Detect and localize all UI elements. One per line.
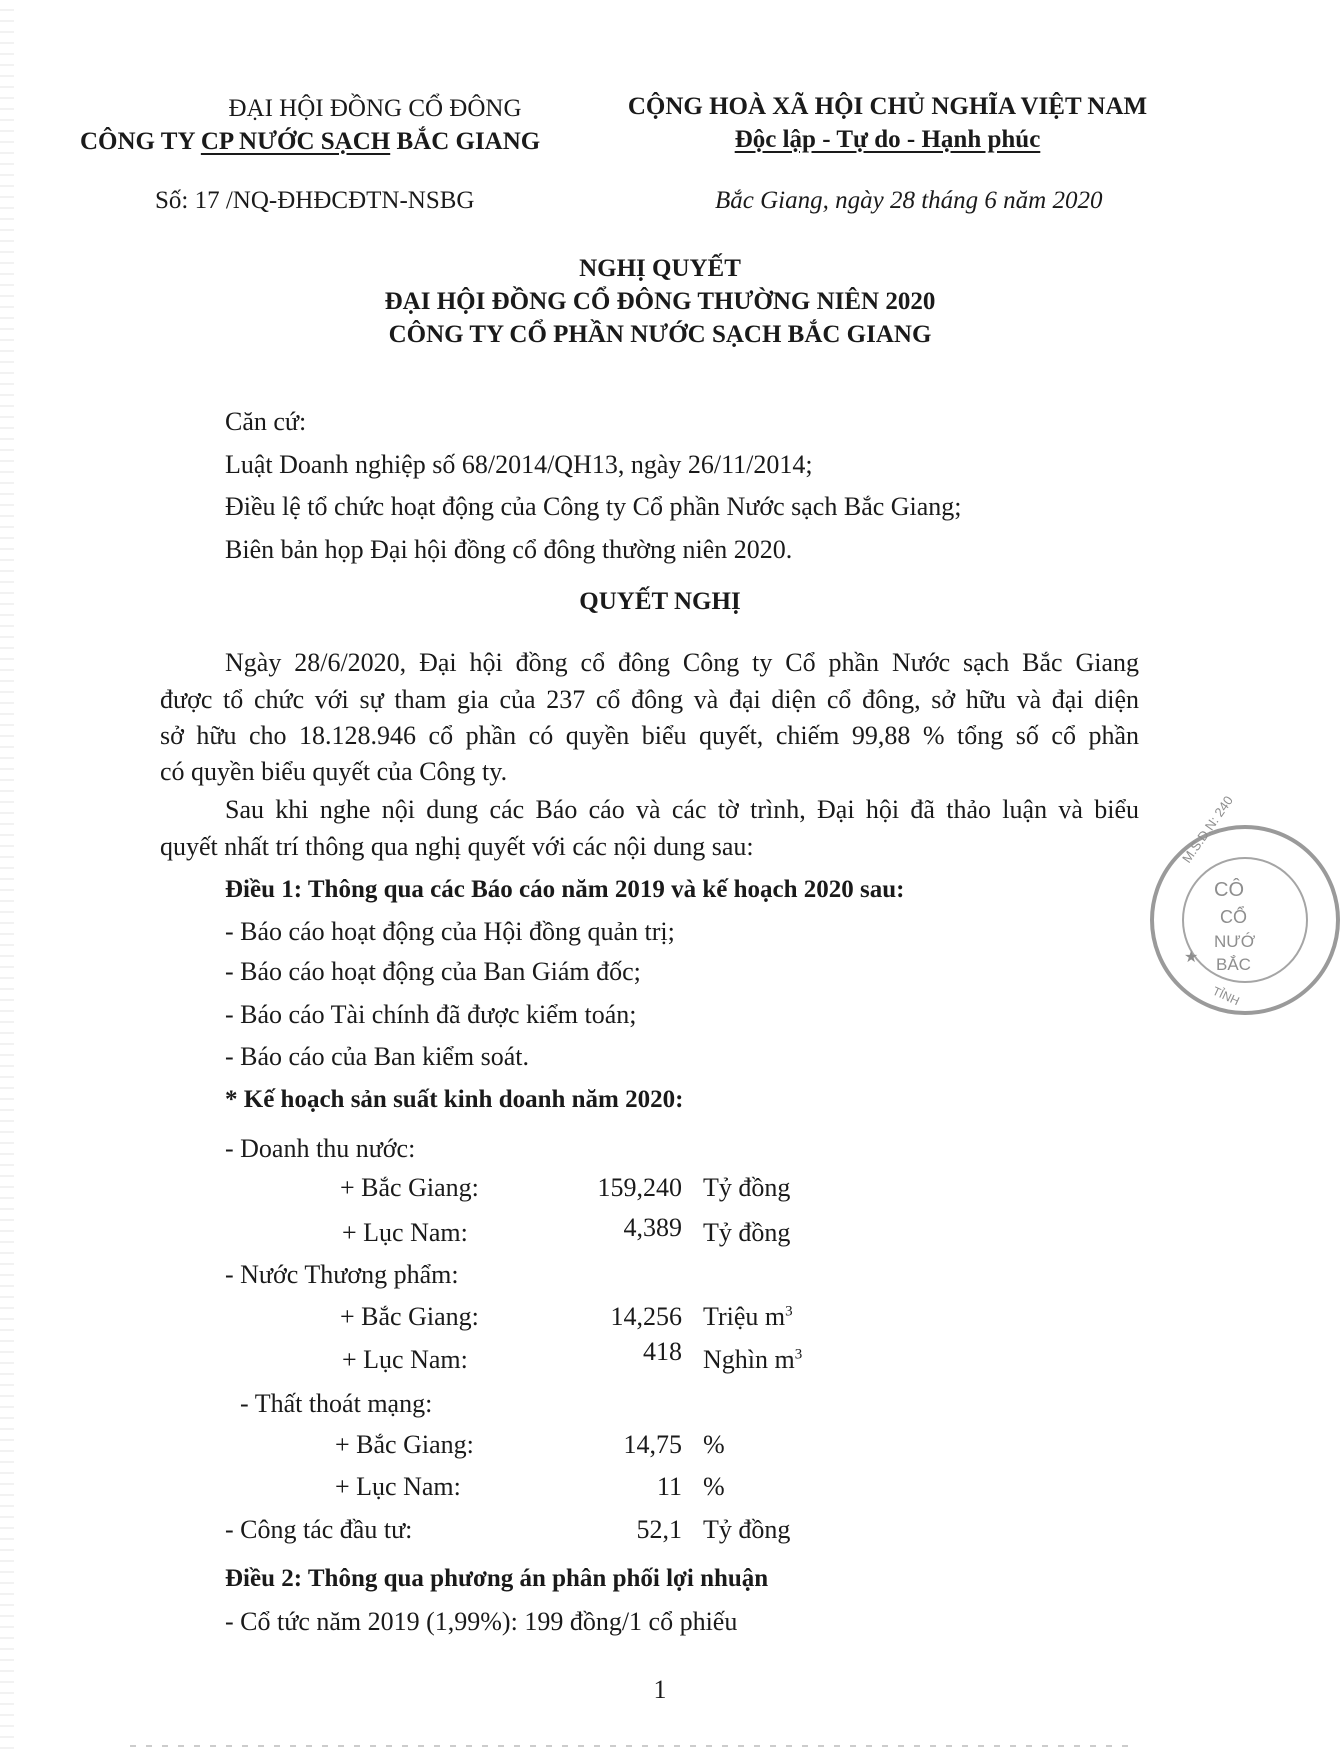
title-company: CÔNG TY CỔ PHẦN NƯỚC SẠCH BẮC GIANG: [388, 321, 932, 348]
plan-row-label: + Lục Nam:: [335, 1472, 461, 1501]
plan-row-value: 14,256: [610, 1302, 682, 1331]
header-assembly-name: ĐẠI HỘI ĐỒNG CỔ ĐÔNG: [228, 95, 522, 122]
plan-row-value: 52,1: [636, 1515, 682, 1544]
stamp-star-icon: ★: [1184, 949, 1199, 966]
plan-investment-label: - Công tác đầu tư:: [225, 1515, 413, 1544]
basis-label: Căn cứ:: [225, 407, 307, 436]
company-suffix: BẮC GIANG: [390, 128, 541, 155]
report-item: - Báo cáo hoạt động của Hội đồng quản trị;: [225, 917, 675, 946]
paragraph-line: Sau khi nghe nội dung các Báo cáo và các tờ trình, Đại hội đã thảo luận và biểu: [225, 795, 1139, 824]
resolution-heading: QUYẾT NGHỊ: [579, 588, 741, 615]
plan-row-unit: Tỷ đồng: [703, 1218, 791, 1247]
plan-row-label: + Bắc Giang:: [335, 1430, 474, 1459]
title-resolution: NGHỊ QUYẾT: [579, 255, 741, 282]
header-national-title: CỘNG HOÀ XÃ HỘI CHỦ NGHĨA VIỆT NAM: [627, 93, 1148, 120]
plan-row-label: + Lục Nam:: [342, 1218, 468, 1247]
basis-item: Luật Doanh nghiệp số 68/2014/QH13, ngày 26/11/2014;: [225, 450, 813, 479]
plan-row-value: 14,75: [623, 1430, 682, 1459]
plan-row-value: 11: [656, 1472, 682, 1501]
header-motto: Độc lập - Tự do - Hạnh phúc: [734, 126, 1041, 153]
scan-edge: [0, 0, 14, 1754]
paragraph-line: sở hữu cho 18.128.946 cổ phần có quyền biểu quyết, chiếm 99,88 % tổng số cổ phần: [160, 721, 1139, 750]
plan-row-value: 4,389: [623, 1213, 682, 1242]
paragraph-line: được tổ chức với sự tham gia của 237 cổ đông và đại diện cổ đông, sở hữu và đại diện: [160, 685, 1139, 714]
report-item: - Báo cáo của Ban kiểm soát.: [225, 1042, 529, 1071]
plan-row-value: 418: [643, 1337, 682, 1366]
company-prefix: CÔNG TY: [80, 128, 201, 155]
plan-row-unit: Triệu $m^3$: [703, 1302, 793, 1331]
plan-row-unit: Tỷ đồng: [703, 1173, 791, 1202]
article2-heading: Điều 2: Thông qua phương án phân phối lợi nhuận: [225, 1565, 769, 1592]
plan-water-label: - Nước Thương phẩm:: [225, 1260, 459, 1289]
plan-row-value: 159,240: [597, 1173, 682, 1202]
plan-row-label: + Lục Nam:: [342, 1345, 468, 1374]
page-number: 1: [653, 1675, 667, 1704]
stamp-line: CỔ: [1220, 907, 1247, 927]
stamp-line: CÔ: [1214, 879, 1244, 901]
report-item: - Báo cáo Tài chính đã được kiểm toán;: [225, 1000, 637, 1029]
document-number: Số: 17 /NQ-ĐHĐCĐTN-NSBG: [155, 187, 475, 214]
basis-item: Điều lệ tổ chức hoạt động của Công ty Cổ phần Nước sạch Bắc Giang;: [225, 492, 962, 521]
title-assembly: ĐẠI HỘI ĐỒNG CỔ ĐÔNG THƯỜNG NIÊN 2020: [384, 288, 936, 315]
plan-row-unit: Nghìn $m^3$: [703, 1345, 803, 1374]
plan-revenue-label: - Doanh thu nước:: [225, 1134, 416, 1163]
plan-row-unit: %: [703, 1472, 725, 1501]
header-company-name: [80, 128, 540, 156]
paragraph-line: Ngày 28/6/2020, Đại hội đồng cổ đông Công ty Cổ phần Nước sạch Bắc Giang: [225, 648, 1139, 677]
paragraph-line: có quyền biểu quyết của Công ty.: [160, 757, 508, 786]
document-date: Bắc Giang, ngày 28 tháng 6 năm 2020: [715, 187, 1103, 214]
stamp-line: BẮC: [1216, 955, 1251, 974]
dividend-item: - Cổ tức năm 2019 (1,99%): 199 đồng/1 cổ phiếu: [225, 1607, 738, 1636]
stamp-ring-text: M.S.D.N: 240: [1179, 793, 1237, 866]
plan-row-label: + Bắc Giang:: [340, 1302, 479, 1331]
paragraph-line: quyết nhất trí thông qua nghị quyết với các nội dung sau:: [160, 832, 754, 861]
report-item: - Báo cáo hoạt động của Ban Giám đốc;: [225, 957, 641, 986]
stamp-line: NƯỚ: [1214, 932, 1256, 951]
article1-heading: Điều 1: Thông qua các Báo cáo năm 2019 và kế hoạch 2020 sau:: [225, 876, 905, 903]
plan-loss-label: - Thất thoát mạng:: [240, 1389, 433, 1418]
company-underlined: CP NƯỚC SẠCH: [200, 128, 391, 155]
basis-item: Biên bản họp Đại hội đồng cổ đông thường niên 2020.: [225, 535, 793, 564]
plan-row-unit: %: [703, 1430, 725, 1459]
plan-heading: * Kế hoạch sản suất kinh doanh năm 2020:: [225, 1086, 684, 1113]
company-stamp: [1150, 793, 1340, 1015]
plan-row-label: + Bắc Giang:: [340, 1173, 479, 1202]
stamp-bottom-text: TỈNH: [1210, 983, 1242, 1009]
scan-artifact: [130, 1745, 1130, 1747]
plan-row-unit: Tỷ đồng: [703, 1515, 791, 1544]
